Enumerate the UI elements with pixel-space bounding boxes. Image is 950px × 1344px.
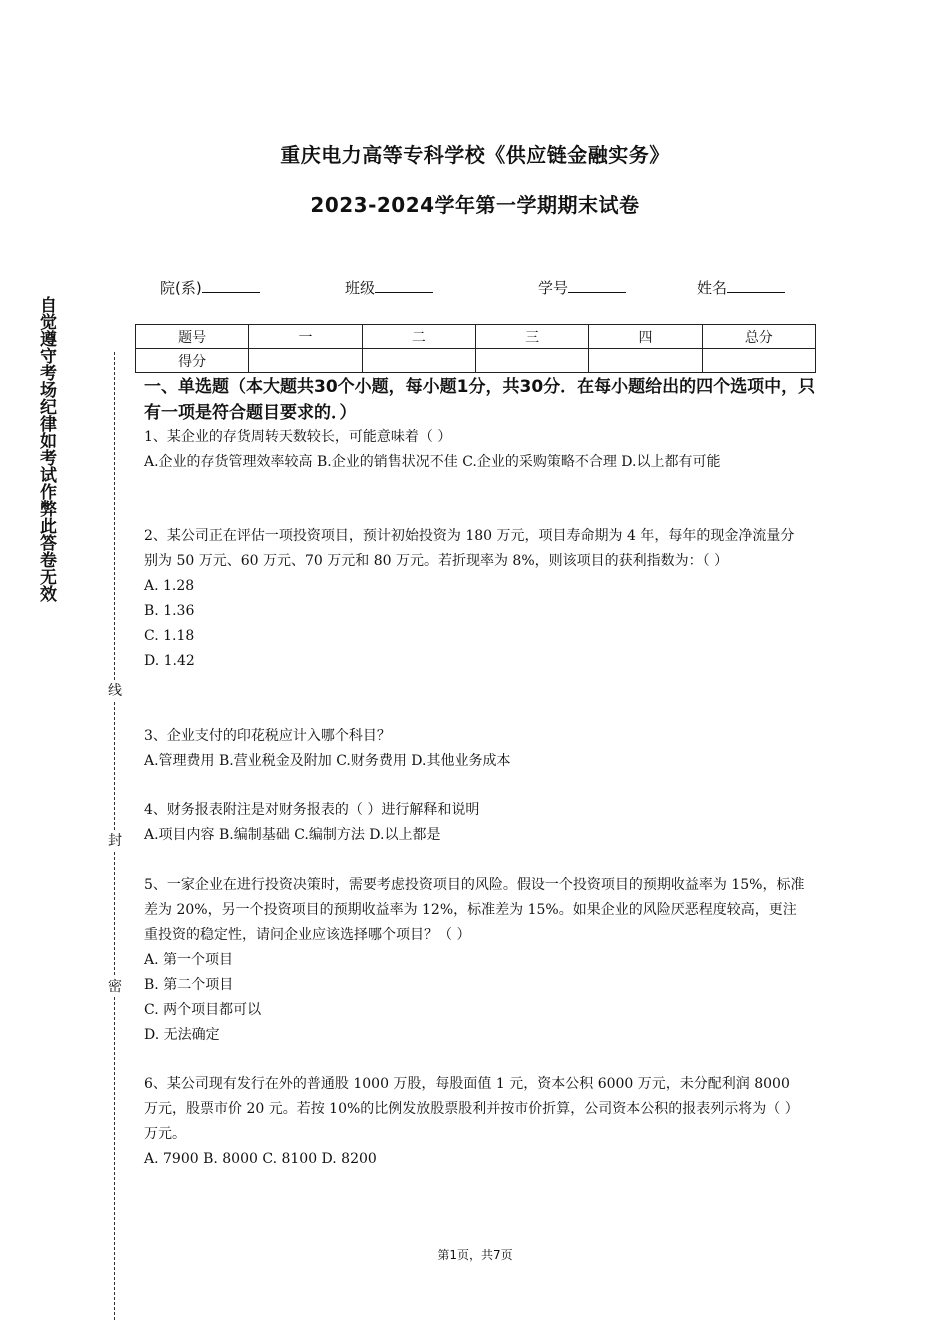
question-option: A. 1.28 xyxy=(144,578,195,594)
question-option: A.企业的存货管理效率较高 B.企业的销售状况不佳 C.企业的采购策略不合理 D.以上都有可能 xyxy=(144,454,721,470)
question-stem: 6、某公司现有发行在外的普通股 1000 万股，每股面值 1 元，资本公积 6000 万元，未分配利润 8000 万元，股票市价 20 元。若按 10%的比例发放股票股利并按市价折算，公司资本公积的报表列示将为（ ）万元。 xyxy=(144,1076,799,1142)
question-option: A.项目内容 B.编制基础 C.编制方法 D.以上都是 xyxy=(144,827,441,843)
score-cell-4[interactable] xyxy=(589,349,702,373)
student-id-label: 学号 xyxy=(538,279,569,297)
question-2 xyxy=(144,524,808,674)
question-option: B. 1.36 xyxy=(144,603,195,619)
student-id-blank[interactable] xyxy=(568,278,626,293)
question-5 xyxy=(144,873,808,1048)
exam-title-line2: 2023-2024学年第一学期期末试卷 xyxy=(310,193,640,217)
question-1 xyxy=(144,425,808,475)
question-6 xyxy=(144,1072,808,1172)
question-stem: 4、财务报表附注是对财务报表的（ ）进行解释和说明 xyxy=(144,802,480,818)
question-stem: 5、一家企业在进行投资决策时，需要考虑投资项目的风险。假设一个投资项目的预期收益率为 15%，标准差为 20%，另一个投资项目的预期收益率为 12%，标准差为 15%。如果企业的风险厌恶程度较高，更注重投资的稳定性，请问企业应该选择哪个项目？（ ） xyxy=(144,877,805,943)
name-field[interactable] xyxy=(697,277,785,298)
score-cell-total[interactable] xyxy=(702,349,815,373)
seal-mark-seal: 封 xyxy=(107,830,123,850)
page-number: 第1页，共7页 xyxy=(437,1248,513,1262)
seal-mark-line: 线 xyxy=(107,680,123,700)
section1-heading: 一、单选题（本大题共30个小题，每小题1分，共30分．在每小题给出的四个选项中，只有一项是符合题目要求的．） xyxy=(144,377,816,423)
student-info-row xyxy=(160,277,800,299)
question-option: A.管理费用 B.营业税金及附加 C.财务费用 D.其他业务成本 xyxy=(144,753,511,769)
score-table-header-row xyxy=(136,325,816,349)
score-header-cell: 总分 xyxy=(702,325,815,349)
dept-label: 院(系) xyxy=(160,279,202,297)
class-label: 班级 xyxy=(345,279,376,297)
question-4 xyxy=(144,798,808,848)
score-cell-2[interactable] xyxy=(362,349,475,373)
student-id-field[interactable] xyxy=(538,277,626,298)
score-header-cell: 题号 xyxy=(136,325,249,349)
dept-field[interactable] xyxy=(160,277,260,298)
question-option: A. 第一个项目 xyxy=(144,952,234,968)
score-row-label: 得分 xyxy=(136,349,249,373)
score-cell-3[interactable] xyxy=(475,349,588,373)
question-option: B. 第二个项目 xyxy=(144,977,234,993)
exam-title-line1: 重庆电力高等专科学校《供应链金融实务》 xyxy=(280,143,670,167)
question-stem: 3、企业支付的印花税应计入哪个科目？ xyxy=(144,728,391,744)
dept-blank[interactable] xyxy=(202,278,260,293)
name-label: 姓名 xyxy=(697,279,728,297)
score-table-score-row xyxy=(136,349,816,373)
question-option: D. 1.42 xyxy=(144,653,195,669)
class-field[interactable] xyxy=(345,277,433,298)
question-option: C. 两个项目都可以 xyxy=(144,1002,262,1018)
question-stem: 2、某公司正在评估一项投资项目，预计初始投资为 180 万元，项目寿命期为 4 年，每年的现金净流量分别为 50 万元、60 万元、70 万元和 80 万元。若折现率为 8%，则该项目的获利指数为：（ ） xyxy=(144,528,795,569)
class-blank[interactable] xyxy=(375,278,433,293)
question-stem: 1、某企业的存货周转天数较长，可能意味着（ ） xyxy=(144,429,452,445)
name-blank[interactable] xyxy=(727,278,785,293)
score-header-cell: 三 xyxy=(475,325,588,349)
question-option: D. 无法确定 xyxy=(144,1027,220,1043)
question-3 xyxy=(144,724,808,774)
score-cell-1[interactable] xyxy=(249,349,362,373)
seal-mark-secret: 密 xyxy=(107,976,123,996)
score-header-cell: 二 xyxy=(362,325,475,349)
question-option: C. 1.18 xyxy=(144,628,195,644)
score-header-cell: 一 xyxy=(249,325,362,349)
exam-discipline-notice: 自觉遵守考场纪律如考试作弊此答卷无效 xyxy=(36,296,56,602)
score-table xyxy=(135,324,816,373)
question-option: A. 7900 B. 8000 C. 8100 D. 8200 xyxy=(144,1151,377,1167)
score-header-cell: 四 xyxy=(589,325,702,349)
